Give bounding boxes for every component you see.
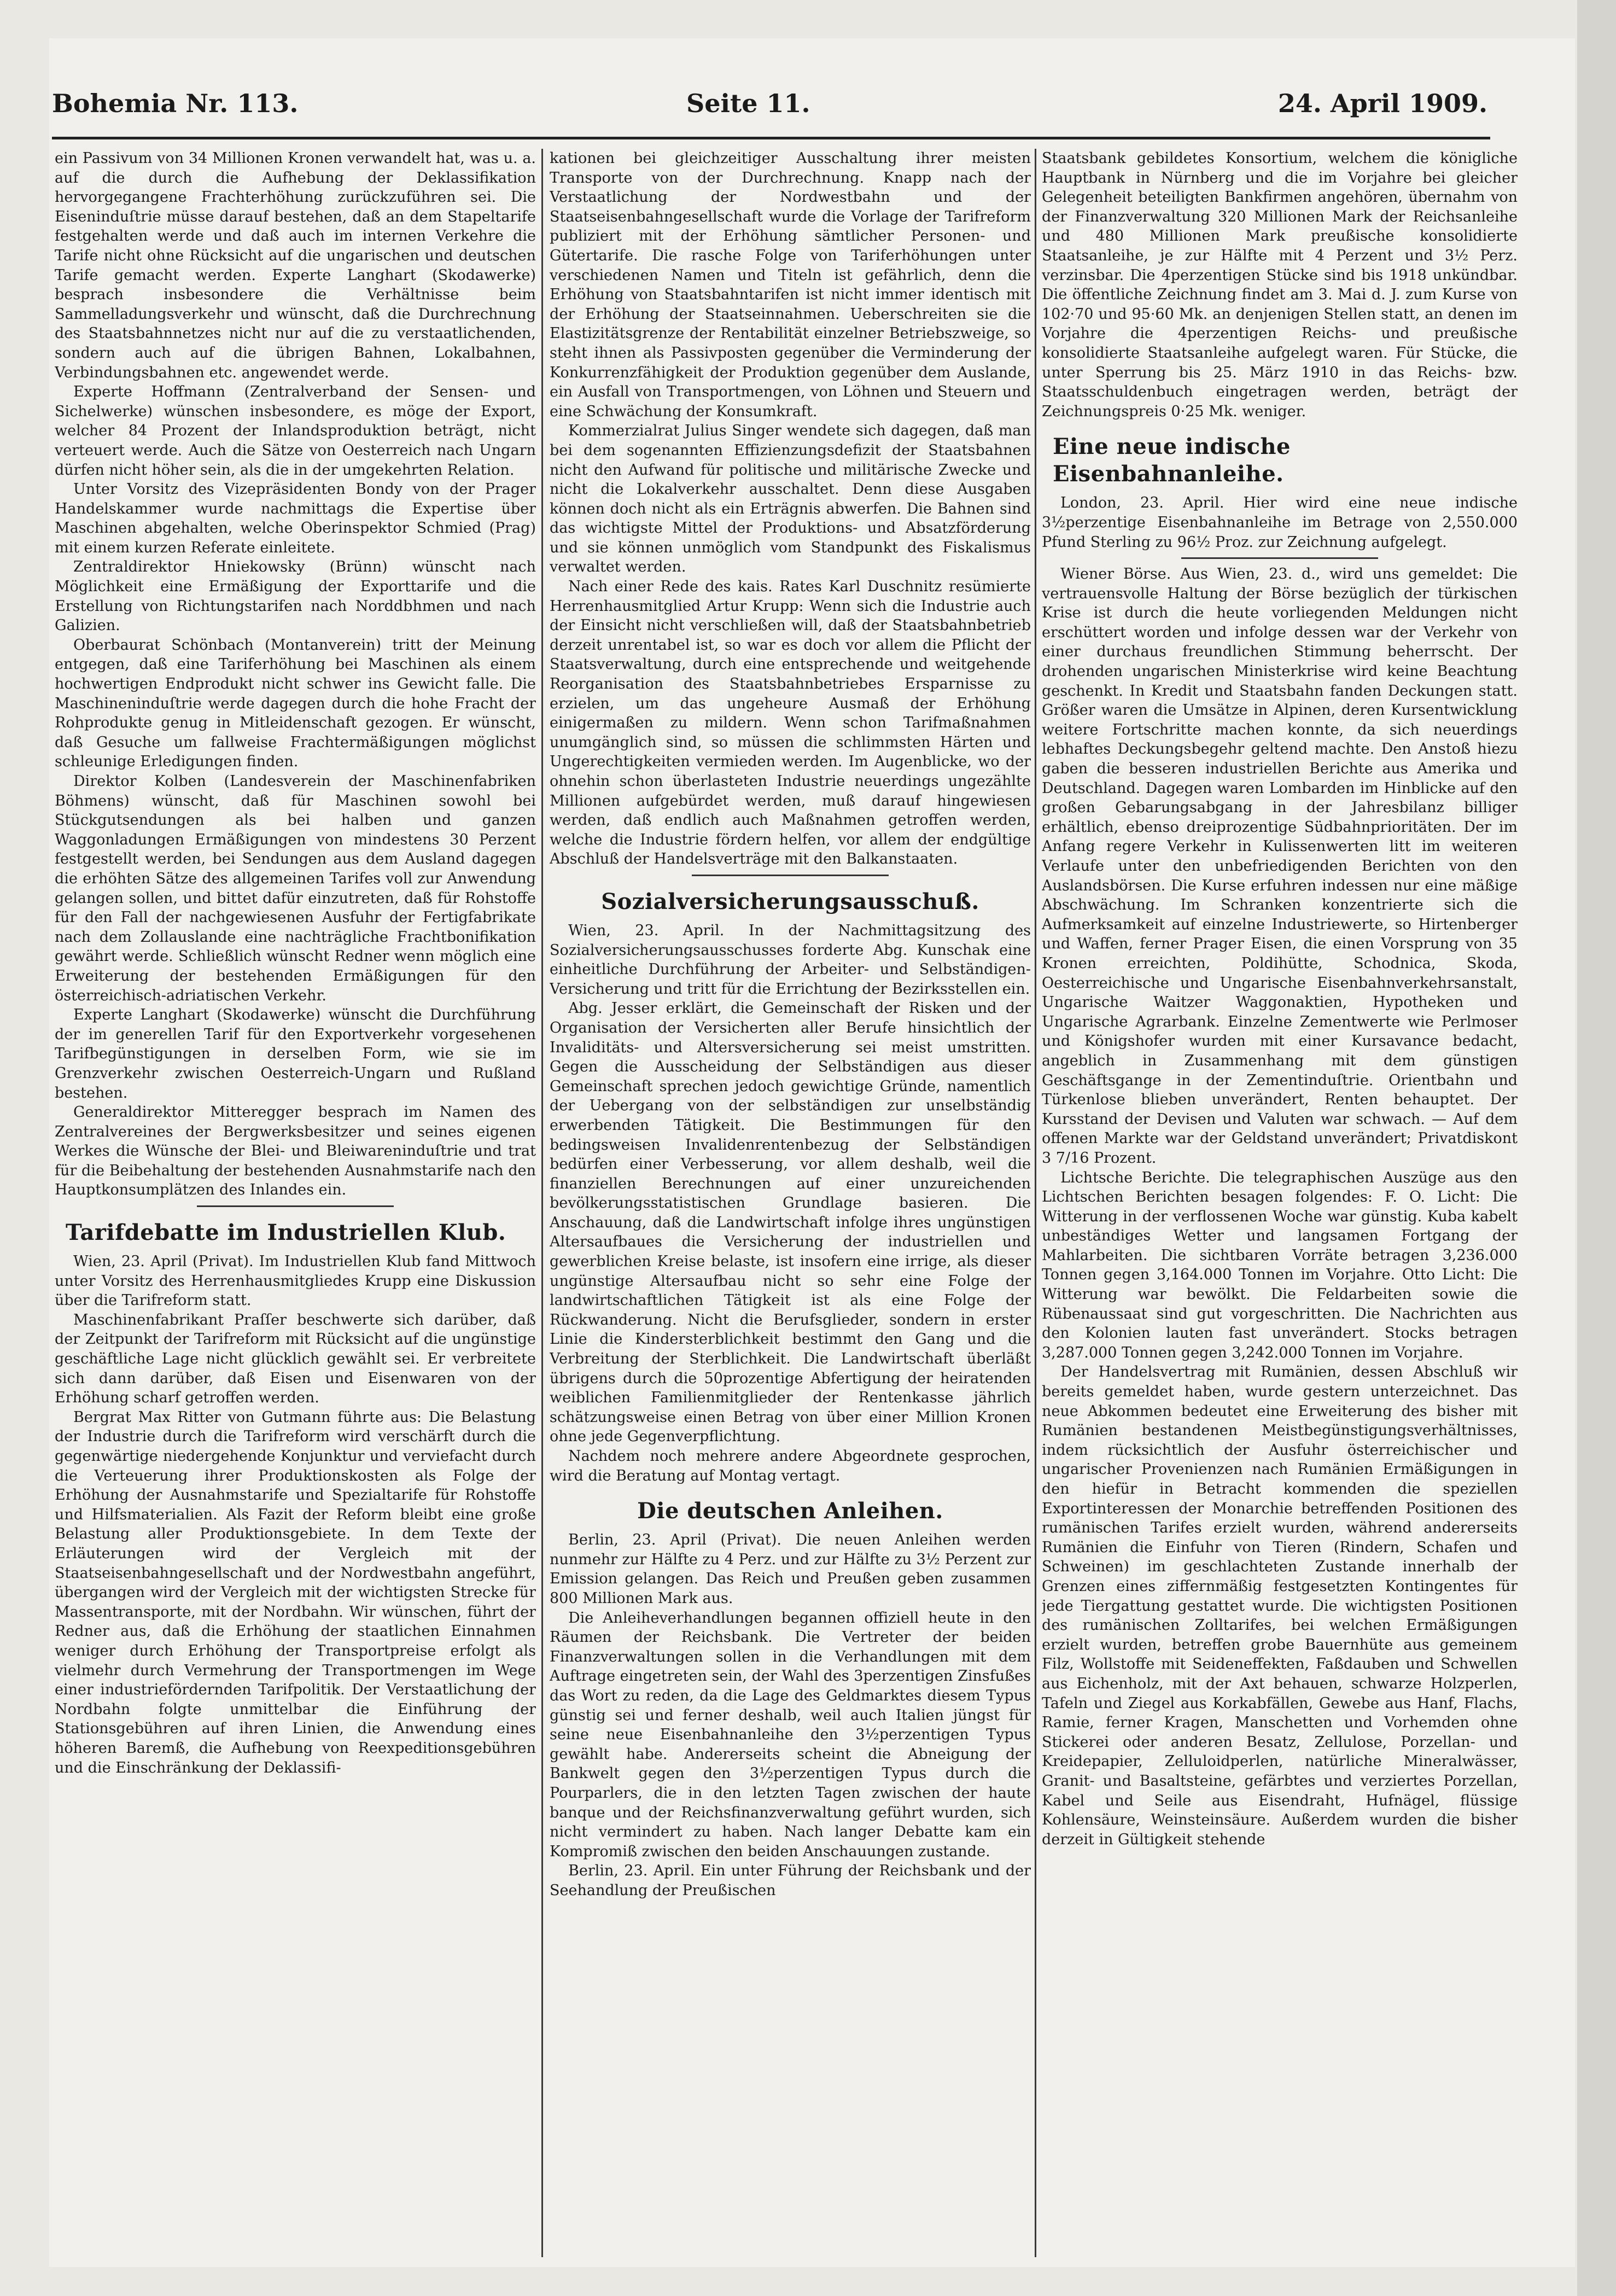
paragraph: Experte Hoffmann (Zentralverband der Sensen- und Sichelwerke) wünschen insbesondere, es möge der Export, welcher 84 Prozent der Inlandsproduktion beträgt, nicht verteuert werde. Auch die Sätze von Oesterreich nach Ungarn dürfen nicht höher sein, als die in der umgekehrten Relation. (55, 383, 536, 479)
header-rule (52, 137, 1490, 139)
paragraph: Bergrat Max Ritter von Gutmann führte aus: Die Belastung der Industrie durch die Tarifreform wird verschärft durch die gegenwärtige niedergehende Konjunktur und verviefacht durch die Verteuerung ihrer Produktionskosten als Folge der Erhöhung der Ausnahmstarife und Spezialtarife für Rohstoffe und Hilfsmaterialien. Als Fazit der Reform bleibt eine große Belastung aller Produktionsgebiete. In dem Texte der Erläuterungen wird der Vergleich mit der Staatseisenbahngesellschaft und der Nordwestbahn angeführt, übergangen wird der Vergleich mit der wichtigsten Strecke für Massentransporte, mit der Nordbahn. Wir wünschen, führt der Redner aus, daß die Erhöhung der staatlichen Einnahmen weniger durch Erhöhung der Transportpreise erfolgt als vielmehr durch Vermehrung der Transportmengen im Wege einer industriefördernden Tarifpolitik. Der Verstaatlichung der Nordbahn folgte unmittelbar die Einführung der Stationsgebühren auf ihren Linien, die Anwendung eines höheren Baremß, die Aufhebung von Reexpeditionsgebühren und die Einschränkung der Deklassifi- (55, 1408, 536, 1776)
paragraph: Nachdem noch mehrere andere Abgeordnete gesprochen, wird die Beratung auf Montag vertagt. (550, 1448, 1031, 1484)
paragraph: Maschinenfabrikant Praſſer beschwerte sich darüber, daß der Zeitpunkt der Tarifreform mit Rücksicht auf die ungünstige geschäftliche Lage nicht glücklich gewählt sei. Er verbreitete sich dann darüber, daß Eisen und Eisenwaren von der Erhöhung scharf getroffen werden. (55, 1311, 536, 1407)
paragraph: Direktor Kolben (Landesverein der Maschinenfabriken Böhmens) wünscht, daß für Maschinen sowohl bei Stückgutsendungen als bei halben und ganzen Waggonladungen Ermäßigungen von mindestens 30 Perzent festgestellt werden, bei Sendungen aus dem Ausland dagegen die erhöhten Sätze des allgemeinen Tarifes voll zur Anwendung gelangen sollen, und bittet dafür einzutreten, daß für Rohstoffe für den Fall der nachgewiesenen Ausfuhr der Fertigfabrikate nach dem Zollauslande eine nachträgliche Frachtbonifikation gewährt werde. Schließlich wünscht Redner wenn möglich eine Erweiterung der bestehenden Ermäßigungen für den österreichisch-adriatischen Verkehr. (55, 773, 536, 1004)
section-divider (1181, 557, 1378, 559)
section-divider (692, 875, 889, 876)
paragraph: Wiener Börse. Aus Wien, 23. d., wird uns gemeldet: Die vertrauensvolle Haltung der Börse bezüglich der türkischen Krise ist durch die heute vorliegenden Meldungen nicht erschüttert worden und infolge dessen war der Verkehr von einer durchaus freundlichen Stimmung beherrscht. Der drohenden ungarischen Ministerkrise wird keine Beachtung geschenkt. In Kredit und Staatsbahn fanden Deckungen statt. Größer waren die Umsätze in Alpinen, deren Kursentwicklung weitere Fortschritte machen konnte, da sich neuerdings lebhaftes Deckungsbegehr geltend machte. Den Anstoß hiezu gaben die besseren industriellen Berichte aus Amerika und Deutschland. Dagegen waren Lombarden im Hinblicke auf den großen Gebarungsabgang in der Jahresbilanz billiger erhältlich, ebenso dreiprozentige Südbahnprioritäten. Der im Anfang regere Verkehr in Kulissenwerten litt im weiteren Verlaufe unter den unbefriedigenden Berichten von den Auslandsbörsen. Die Kurse erfuhren indessen nur eine mäßige Abschwächung. Im Schranken konzentrierte sich die Aufmerksamkeit auf einzelne Industriewerte, so Hirtenberger und Waffen, ferner Prager Eisen, die einen Vorsprung von 35 Kronen erreichten, Poldihütte, Schodnica, Skoda, Oesterreichische und Ungarische Eisenbahnverkehrsanstalt, Ungarische Waitzer Waggonaktien, Hypotheken und Ungarische Agrarbank. Einzelne Zementwerte wie Perlmoser und Königshofer wurden mit einer Kursavance bedacht, angeblich in Zusammenhang mit dem günstigen Geschäftsgange in der Zementinduſtrie. Orientbahn und Türkenlose blieben unverändert, Renten behauptet. Der Kursstand der Devisen und Valuten war schwach. — Auf dem offenen Markte war der Geldstand unverändert; Privatdiskont 3 7/16 Prozent. (1042, 566, 1518, 1167)
paragraph: kationen bei gleichzeitiger Ausschaltung ihrer meisten Transporte von der Durchrechnung. Knapp nach der Verstaatlichung der Nordwestbahn und der Staatseisenbahngesellschaft wurde die Vorlage der Tarifreform publiziert mit der Erhöhung sämtlicher Personen- und Gütertarife. Die rasche Folge von Tariferhöhungen unter verschiedenen Namen und Titeln ist gefährlich, denn die Erhöhung von Staatsbahntarifen ist nicht immer identisch mit der Erhöhung der Staatseinnahmen. Ueberschreiten sie die Elastizitätsgrenze der Rentabilität einzelner Betriebszweige, so steht ihnen als Passivposten gegenüber die Verminderung der Konkurrenzfähigkeit der Produktion gegenüber dem Auslande, ein Ausfall von Transportmengen, von Löhnen und Steuern und eine Schwächung der Konsumkraft. (550, 150, 1031, 420)
page-header (52, 89, 1487, 127)
paragraph: Die Anleiheverhandlungen begannen offiziell heute in den Räumen der Reichsbank. Die Vertreter der beiden Finanzverwaltungen sollen in die Verhandlungen mit dem Auftrage eingetreten sein, der Wahl des 3perzentigen Zinsfußes das Wort zu reden, da die Lage des Geldmarktes diesem Typus günstig sei und ferner deshalb, weil auch Italien jüngst für seine neue Eisenbahnanleihe den 3½perzentigen Typus gewählt habe. Andererseits scheint die Abneigung der Bankwelt gegen den 3½perzentigen Typus durch die Pourparlers, die in den letzten Tagen zwischen der haute banque und der Reichsfinanzverwaltung geführt wurden, sich nicht vermindert zu haben. Nach langer Debatte kam ein Kompromiß zwischen den beiden Anschauungen zustande. (550, 1609, 1031, 1860)
paragraph: Berlin, 23. April. Ein unter Führung der Reichsbank und der Seehandlung der Preußischen (550, 1862, 1031, 1899)
header-masthead: Bohemia Nr. 113. (52, 89, 299, 118)
paragraph: Abg. Jesser erklärt, die Gemeinschaft der Risken und der Organisation der Versicherten aller Berufe hinsichtlich der Invaliditäts- und Altersversicherung sei meist umstritten. Gegen die Ausscheidung der Selbständigen aus dieser Gemeinschaft sprechen jedoch gewichtige Gründe, namentlich der Uebergang von der selbständigen zur unselbständig erwerbenden Tätigkeit. Die Bestimmungen für den bedingsweisen Invalidenrentenbezug der Selbständigen bedürfen einer Verbesserung, vor allem deshalb, weil die finanziellen Berechnungen auf einer unzureichenden bevölkerungsstatistischen Grundlage basieren. Die Anschauung, daß die Landwirtschaft infolge ihres ungünstigen Altersaufbaues die Versicherung der industriellen und gewerblichen Kreise belaste, ist insofern eine irrige, als dieser ungünstige Altersaufbau nicht so sehr eine Folge der landwirtschaftlichen Tätigkeit ist als eine Folge der Rückwanderung. Nicht die Berufsglieder, sondern in erster Linie die Kindersterblichkeit bestimmt den Gang und die Verbreitung der Sterblichkeit. Die Landwirtschaft überläßt übrigens durch die 50prozentige Abfertigung der heiratenden weiblichen Familienmitglieder der Rentenkasse jährlich schätzungsweise einen Betrag von über einer Million Kronen ohne jede Gegenverpflichtung. (550, 1000, 1031, 1446)
paragraph: Unter Vorsitz des Vizepräsidenten Bondy von der Prager Handelskammer wurde nachmittags die Expertise über Maschinen abgehalten, welche Oberinspektor Schmied (Prag) mit einem kurzen Referate einleitete. (55, 481, 536, 556)
paragraph: Nach einer Rede des kais. Rates Karl Duschnitz resümierte Herrenhausmitglied Artur Krupp: Wenn sich die Industrie auch der Einsicht nicht verschließen will, daß der Staatsbahnbetrieb derzeit unrentabel ist, so war es doch vor allem die Pflicht der Staatsverwaltung, durch eine entsprechende und weitgehende Reorganisation des Staatsbahnbetriebes Ersparnisse zu erzielen, um das ungeheure Ausmaß der Erhöhung einigermaßen zu mildern. Wenn schon Tarifmaßnahmen unumgänglich sind, so müssen die schlimmsten Härten und Ungerechtigkeiten vermieden werden. Im Augenblicke, wo der ohnehin schon überlasteten Industrie neuerdings ungezählte Millionen aufgebürdet werden, muß darauf hingewiesen werden, daß endlich auch Maßnahmen getroffen werden, welche die Industrie fördern helfen, vor allem der endgültige Abschluß der Handelsverträge mit den Balkanstaaten. (550, 578, 1031, 868)
paragraph: London, 23. April. Hier wird eine neue indische 3½perzentige Eisenbahnanleihe im Betrage von 2,550.000 Pfund Sterling zu 96½ Proz. zur Zeichnung aufgelegt. (1042, 494, 1518, 551)
paragraph: Wien, 23. April (Privat). Im Industriellen Klub fand Mittwoch unter Vorsitz des Herrenhausmitgliedes Krupp eine Diskussion über die Tarifreform statt. (55, 1253, 536, 1309)
column-1 (55, 149, 536, 2260)
paragraph: Wien, 23. April. In der Nachmittagsitzung des Sozialversicherungsausschusses forderte Abg. Kunschak eine einheitliche Durchführung der Arbeiter- und Selbständigen-Versicherung und tritt für die Errichtung der Bezirksstellen ein. (550, 922, 1031, 998)
paragraph: Lichtsche Berichte. Die telegraphischen Auszüge aus den Lichtschen Berichten besagen folgendes: F. O. Licht: Die Witterung in der verflossenen Woche war günstig. Kuba kabelt unbeständiges Wetter und langsamen Fortgang der Mahlarbeiten. Die sichtbaren Vorräte betragen 3,236.000 Tonnen gegen 3,164.000 Tonnen im Vorjahre. Otto Licht: Die Witterung war bewölkt. Die Feldarbeiten sowie die Rübenaussaat sind gut vorgeschritten. Die Nachrichten aus den Kolonien lauten fast unverändert. Stocks betragen 3,287.000 Tonnen gegen 3,242.000 Tonnen im Vorjahre. (1042, 1169, 1518, 1361)
article-title: Eine neue indische Eisenbahnanleihe. (1053, 434, 1291, 487)
paragraph: Zentraldirektor Hniekowsky (Brünn) wünscht nach Möglichkeit eine Ermäßigung der Exporttarife und die Erstellung von Richtungstarifen nach Norddbhmen und nach Galizien. (55, 558, 536, 634)
paragraph: Oberbaurat Schönbach (Montanverein) tritt der Meinung entgegen, daß eine Tariferhöhung bei Maschinen als einem hochwertigen Endprodukt nicht schwer ins Gewicht falle. Die Maschineninduſtrie werde dagegen durch die hohe Fracht der Rohprodukte genug in Mitleidenschaft gezogen. Er wünscht, daß Gesuche um fallweise Frachtermäßigungen möglichst schleunige Erledigungen finden. (55, 636, 536, 771)
paragraph: Experte Langhart (Skodawerke) wünscht die Durchführung der im generellen Tarif für den Exportverkehr vorgesehenen Tarifbegünstigungen in derselben Form, wie sie im Grenzverkehr zwischen Oesterreich-Ungarn und Rußland bestehen. (55, 1006, 536, 1102)
scan-edge (1577, 0, 1616, 2296)
section-divider (197, 1205, 394, 1207)
column-rule (1035, 149, 1036, 2257)
header-page-number: Seite 11. (686, 89, 810, 118)
column-3 (1042, 149, 1518, 2260)
paragraph: ein Passivum von 34 Millionen Kronen verwandelt hat, was u. a. auf die durch die Aufhebung der Deklassifikation hervorgegangene Frachterhöhung zurückzuführen sei. Die Eiseninduſtrie müsse darauf bestehen, daß an dem Stapeltarife festgehalten werde und daß auch im internen Verkehre die Tarife nicht ohne Rücksicht auf die ungarischen und deutschen Tarife gemacht werden. Experte Langhart (Skodawerke) besprach insbesondere die Verhältnisse beim Sammelladungsverkehr und wünscht, daß die Durchrechnung des Staatsbahnnetzes nicht nur auf die zu verstaatlichenden, sondern auch auf die übrigen Bahnen, Lokalbahnen, Verbindungsbahnen etc. angewendet werde. (55, 150, 536, 381)
article-title: Die deutschen Anleihen. (637, 1498, 943, 1524)
article-title: Tarifdebatte im Industriellen Klub. (66, 1220, 506, 1246)
paragraph: Berlin, 23. April (Privat). Die neuen Anleihen werden nunmehr zur Hälfte zu 4 Perz. und zur Hälfte zu 3½ Perzent zur Emission gelangen. Das Reich und Preußen geben zusammen 800 Millionen Mark aus. (550, 1531, 1031, 1607)
column-rule (541, 149, 543, 2257)
paragraph: Staatsbank gebildetes Konsortium, welchem die königliche Hauptbank in Nürnberg und die im Vorjahre bei gleicher Gelegenheit beteiligten Bankfirmen angehören, übernahm von der Finanzverwaltung 320 Millionen Mark der Reichsanleihe und 480 Millionen Mark preußische konsolidierte Staatsanleihe, je zur Hälfte mit 4 Perzent und 3½ Perz. verzinsbar. Die 4perzentigen Stücke sind bis 1918 unkündbar. Die öffentliche Zeichnung findet am 3. Mai d. J. zum Kurse von 102·70 und 95·60 Mk. an denjenigen Stellen statt, an denen im Vorjahre die 4perzentigen Reichs- und preußische konsolidierte Staatsanleihe aufgelegt waren. Für Stücke, die unter Sperrung bis 25. März 1910 in das Reichs- bzw. Staatsschuldenbuch eingetragen werden, beträgt der Zeichnungspreis 0·25 Mk. weniger. (1042, 150, 1518, 420)
paragraph: Generaldirektor Mitteregger besprach im Namen des Zentralvereines der Bergwerksbesitzer und seines eigenen Werkes die Wünsche der Blei- und Bleiwareninduſtrie und trat für die Beibehaltung der bestehenden Ausnahmstarife nach den Hauptkonsumplätzen des Inlandes ein. (55, 1104, 536, 1199)
column-2 (550, 149, 1031, 2260)
header-date: 24. April 1909. (1277, 89, 1487, 118)
article-title: Sozialversicherungsausschuß. (601, 888, 979, 914)
paragraph: Kommerzialrat Julius Singer wendete sich dagegen, daß man bei dem sogenannten Effizienzungsdefizit der Staatsbahnen nicht den Aufwand für politische und militärische Zwecke und nicht die Lokalverkehr ausschaltet. Denn diese Ausgaben können doch nicht als ein Erträgnis abwerfen. Die Bahnen sind das wichtigste Mittel der Produktions- und Absatzförderung und sie können unmöglich vom Standpunkt des Fiskalismus verwaltet werden. (550, 422, 1031, 576)
paragraph: Der Handelsvertrag mit Rumänien, dessen Abschluß wir bereits gemeldet haben, wurde gestern unterzeichnet. Das neue Abkommen bedeutet eine Erweiterung des bisher mit Rumänien bestandenen Meistbegünstigungsverhältnisses, indem rücksichtlich der Ausfuhr österreichischer und ungarischer Provenienzen nach Rumänien Ermäßigungen in den hiefür in Betracht kommenden die speziellen Exportinteressen der Monarchie betreffenden Positionen des rumänischen Tarifes erzielt wurden, während andererseits Rumänien die Einfuhr von Tieren (Rindern, Schafen und Schweinen) im geschlachteten Zustande innerhalb der Grenzen eines ziffernmäßig festgesetzten Kontingentes für jede Tiergattung gestattet wurde. Die wichtigsten Positionen des rumänischen Zolltarifes, bei welchen Ermäßigungen erzielt wurden, betreffen grobe Bauernhüte aus gemeinem Filz, Wollstoffe mit Seideneffekten, Faßdauben und Schwellen aus Eichenholz, mit der Axt behauen, schwarze Holzperlen, Tafeln und Ziegel aus Korkabfällen, Gewebe aus Hanf, Flachs, Ramie, ferner Kragen, Manschetten und Vorhemden ohne Stickerei oder anderen Besatz, Zellulose, Porzellan- und Kreidepapier, Zelluloidperlen, natürliche Mineralwässer, Granit- und Basaltsteine, gefärbtes und verziertes Porzellan, Kabel und Seile aus Eisendraht, Hufnägel, flüssige Kohlensäure, Weinsteinsäure. Außerdem wurden die bisher derzeit in Gültigkeit stehende (1042, 1363, 1518, 1848)
